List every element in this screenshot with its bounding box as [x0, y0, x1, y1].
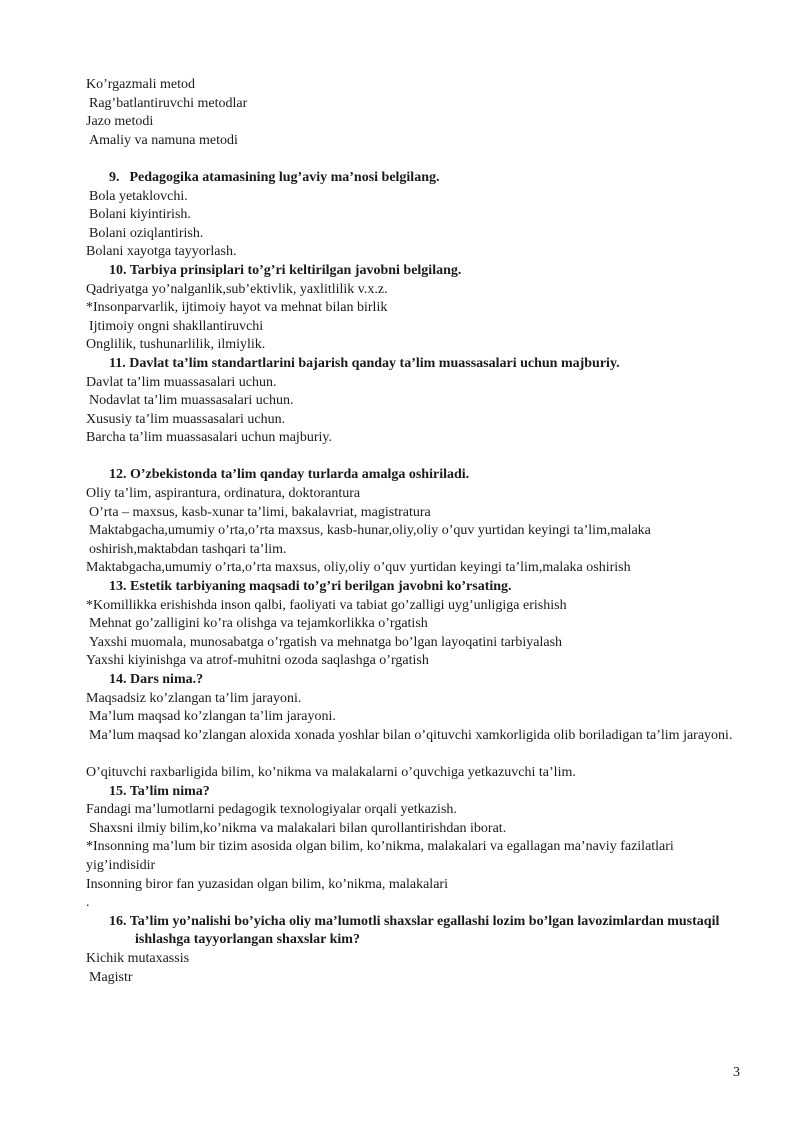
- question-10: 10. Tarbiya prinsiplari to’g’ri keltirilgan javobni belgilang.: [109, 262, 462, 278]
- answer-option: O’qituvchi raxbarligida bilim, ko’nikma va malakalarni o’quvchiga yetkazuvchi ta’lim.: [86, 764, 576, 780]
- answer-option: Bola yetaklovchi.: [89, 188, 188, 204]
- answer-option: O’rta – maxsus, kasb-xunar ta’limi, bakalavriat, magistratura: [89, 504, 431, 520]
- answer-option: Maktabgacha,umumiy o’rta,o’rta maxsus, kasb-hunar,oliy,oliy o’quv yurtidan keyingi ta’lim,malaka oshirish,maktabdan tashqari ta’lim.: [89, 523, 651, 557]
- question-16: 16. Ta’lim yo’nalishi bo’yicha oliy ma’lumotli shaxslar egallashi lozim bo’lgan lavozimlardan mustaqil ishlashga tayyorlangan shaxslar kim?: [109, 913, 720, 948]
- answer-option: Oliy ta’lim, aspirantura, ordinatura, doktorantura: [86, 486, 361, 502]
- answer-option: Amaliy va namuna metodi: [89, 132, 238, 148]
- answer-option: Fandagi ma’lumotlarni pedagogik texnologiyalar orqali yetkazish.: [86, 802, 457, 818]
- question-text: Pedagogika atamasining lug’aviy ma’nosi belgilang.: [129, 169, 440, 185]
- answer-option: Ma’lum maqsad ko’zlangan aloxida xonada yoshlar bilan o’qituvchi xamkorligida olib boriladigan ta’lim jarayoni.: [89, 727, 733, 743]
- spacer: [86, 448, 746, 467]
- answer-option: Yaxshi kiyinishga va atrof-muhitni ozoda saqlashga o’rgatish: [86, 653, 429, 669]
- stray-dot: .: [86, 895, 90, 911]
- answer-option: Ijtimoiy ongni shakllantiruvchi: [89, 318, 264, 334]
- answer-option: Bolani oziqlantirish.: [89, 225, 204, 241]
- question-15: 15. Ta’lim nima?: [109, 783, 210, 799]
- answer-option: Onglilik, tushunarlilik, ilmiylik.: [86, 337, 266, 353]
- answer-option: Nodavlat ta’lim muassasalari uchun.: [89, 393, 294, 409]
- answer-option: Barcha ta’lim muassasalari uchun majburiy.: [86, 430, 332, 446]
- answer-option: Qadriyatga yo’nalganlik,sub’ektivlik, yaxlitlilik v.x.z.: [86, 281, 388, 297]
- spacer: [86, 745, 746, 764]
- question-9: [86, 169, 746, 188]
- answer-option: Bolani xayotga tayyorlash.: [86, 244, 237, 260]
- spacer: [86, 150, 746, 169]
- answer-option: Insonning biror fan yuzasidan olgan bilim, ko’nikma, malakalari: [86, 876, 448, 892]
- answer-option: Ko’rgazmali metod: [86, 77, 195, 92]
- answer-option: Davlat ta’lim muassasalari uchun.: [86, 374, 277, 390]
- answer-option: Shaxsni ilmiy bilim,ko’nikma va malakalari bilan qurollantirishdan iborat.: [89, 820, 507, 836]
- document-body: [86, 76, 746, 987]
- answer-option: *Insonning ma’lum bir tizim asosida olgan bilim, ko’nikma, malakalari va egallagan ma’naviy fazilatlari yig’indisidir: [86, 839, 674, 873]
- answer-option: *Komillikka erishishda inson qalbi, faoliyati va tabiat go’zalligi uyg’unligiga erishish: [86, 597, 567, 613]
- answer-option: Xususiy ta’lim muassasalari uchun.: [86, 411, 286, 427]
- answer-option: Rag’batlantiruvchi metodlar: [89, 95, 248, 111]
- answer-option: *Insonparvarlik, ijtimoiy hayot va mehnat bilan birlik: [86, 300, 388, 316]
- answer-option: Ma’lum maqsad ko’zlangan ta’lim jarayoni.: [89, 709, 336, 725]
- answer-option: Bolani kiyintirish.: [89, 207, 191, 223]
- answer-option: Maktabgacha,umumiy o’rta,o’rta maxsus, oliy,oliy o’quv yurtidan keyingi ta’lim,malaka oshirish: [86, 560, 631, 576]
- answer-option: Yaxshi muomala, munosabatga o’rgatish va mehnatga bo’lgan layoqatini tarbiyalash: [89, 634, 563, 650]
- question-12: 12. O’zbekistonda ta’lim qanday turlarda amalga oshiriladi.: [109, 467, 470, 483]
- answer-option: Kichik mutaxassis: [86, 950, 190, 966]
- answer-option: Maqsadsiz ko’zlangan ta’lim jarayoni.: [86, 690, 302, 706]
- question-11: 11. Davlat ta’lim standartlarini bajarish qanday ta’lim muassasalari uchun majburiy.: [109, 355, 620, 371]
- question-13: 13. Estetik tarbiyaning maqsadi to’g’ri berilgan javobni ko’rsating.: [109, 579, 512, 595]
- question-number: 9.: [109, 169, 120, 185]
- question-14: 14. Dars nima.?: [109, 672, 204, 687]
- answer-option: Mehnat go’zalligini ko’ra olishga va tejamkorlikka o’rgatish: [89, 616, 428, 632]
- page-number: 3: [733, 1065, 740, 1080]
- answer-option: Magistr: [89, 969, 133, 985]
- answer-option: Jazo metodi: [86, 114, 154, 130]
